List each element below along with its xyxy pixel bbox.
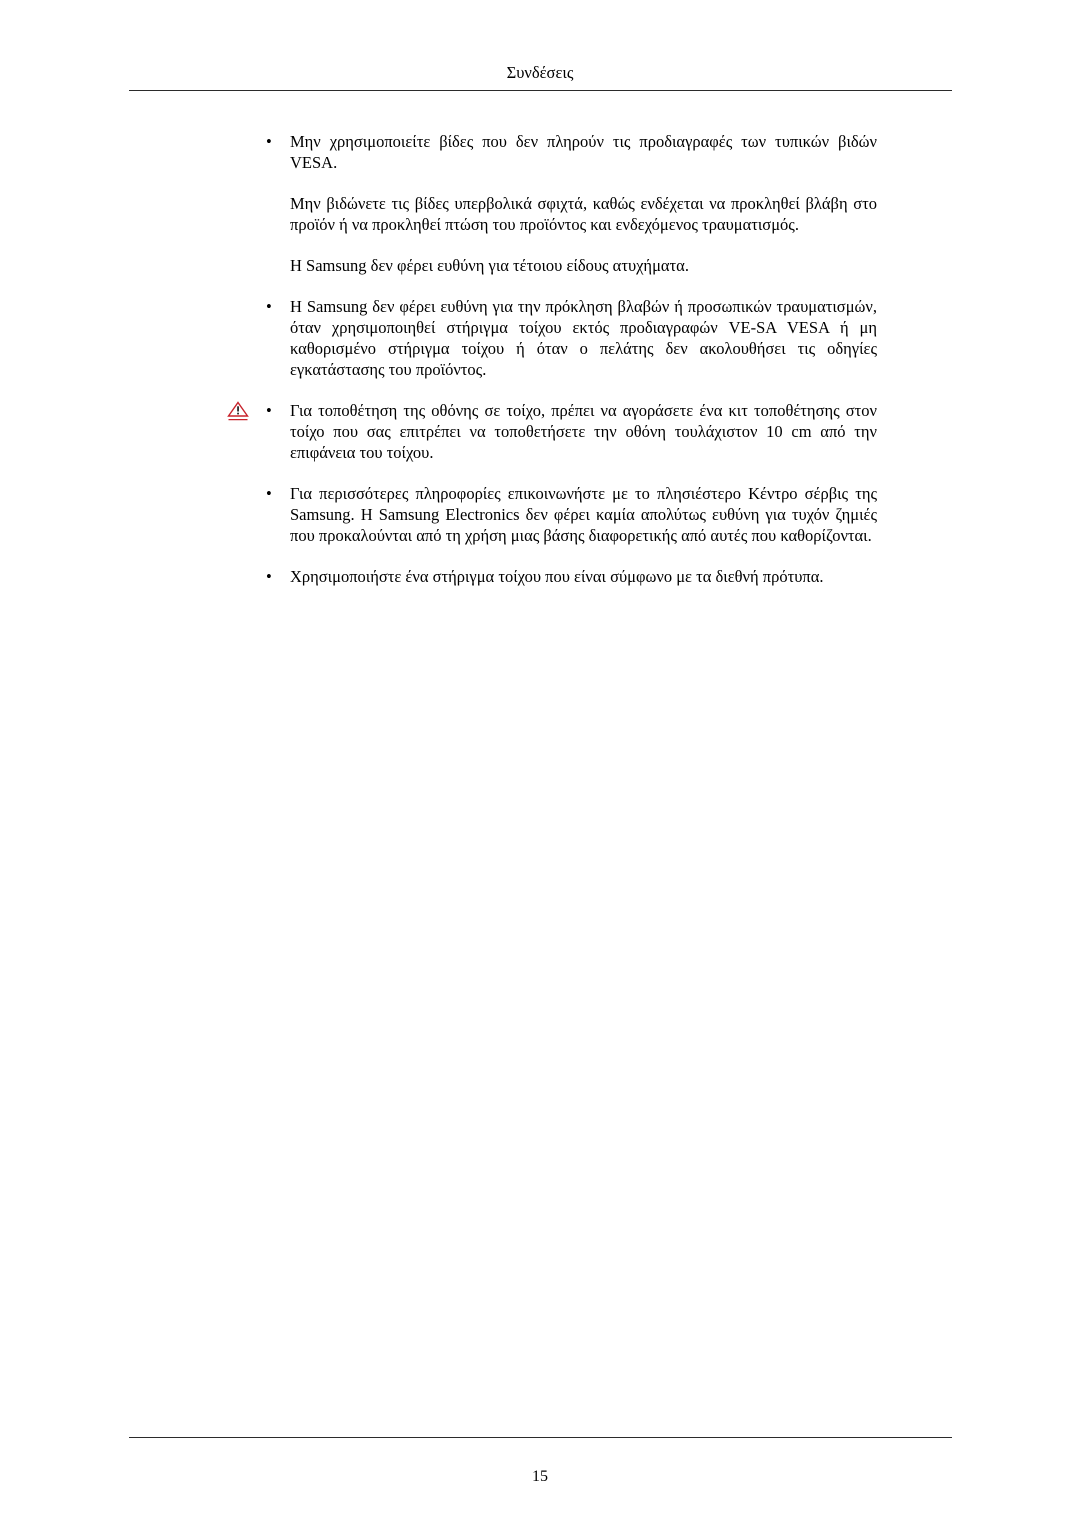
list-item-text: Για τοποθέτηση της οθόνης σε τοίχο, πρέπει να αγοράσετε ένα κιτ τοποθέτησης στον τοίχο που σας επιτρέπει να τοποθετήσετε την οθόνη τουλάχιστον 10 cm από την επιφάνεια του τοίχου. — [290, 401, 877, 462]
warning-triangle-icon — [227, 401, 249, 421]
list-item — [264, 131, 877, 173]
list-item-text: Χρησιμοποιήστε ένα στήριγμα τοίχου που είναι σύμφωνο με τα διεθνή πρότυπα. — [290, 567, 824, 586]
list-item — [264, 296, 877, 380]
list-item-text: Για περισσότερες πληροφορίες επικοινωνήστε με το πλησιέστερο Κέντρο σέρβις της Samsung. Η Samsung Electronics δεν φέρει καμία απολύτως ευθύνη για τυχόν ζημιές που προκαλούνται από τη χρήση μιας βάσης διαφορετικής από αυτές που καθορίζονται. — [290, 484, 877, 545]
list-item-text: Η Samsung δεν φέρει ευθύνη για την πρόκληση βλαβών ή προσωπικών τραυματισμών, όταν χρησιμοποιηθεί στήριγμα τοίχου εκτός προδιαγραφών VE-SA VESA ή μη καθορισμένο στήριγμα τοίχου ή όταν ο πελάτης δεν ακολουθήσει τις οδηγίες εγκατάστασης του προϊόντος. — [290, 297, 877, 379]
page-content — [264, 131, 877, 607]
page-number: 15 — [532, 1468, 548, 1485]
list-item — [264, 483, 877, 546]
bullet-icon: • — [266, 401, 272, 420]
bullet-icon: • — [266, 297, 272, 316]
list-item-text: Μην χρησιμοποιείτε βίδες που δεν πληρούν τις προδιαγραφές των τυπικών βιδών VESA. — [290, 132, 877, 172]
paragraph — [264, 255, 877, 276]
header-divider — [129, 90, 952, 91]
paragraph-text: Η Samsung δεν φέρει ευθύνη για τέτοιου είδους ατυχήματα. — [290, 256, 689, 275]
list-item — [264, 566, 877, 587]
footer-divider — [129, 1437, 952, 1438]
bullet-icon: • — [266, 567, 272, 586]
page-header-title: Συνδέσεις — [506, 63, 574, 82]
bullet-icon: • — [266, 132, 272, 151]
paragraph — [264, 193, 877, 235]
list-item-with-warning — [264, 400, 877, 463]
paragraph-text: Μην βιδώνετε τις βίδες υπερβολικά σφιχτά, καθώς ενδέχεται να προκληθεί βλάβη στο προϊόν ή να προκληθεί πτώση του προϊόντος και ενδεχόμενος τραυματισμός. — [290, 194, 877, 234]
bullet-icon: • — [266, 484, 272, 503]
